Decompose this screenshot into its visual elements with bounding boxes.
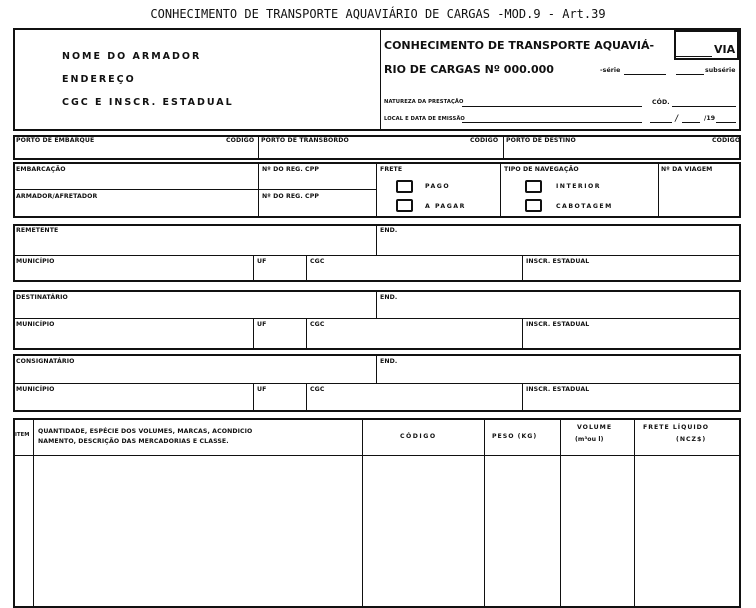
a-pagar-label: A PAGAR xyxy=(425,203,466,210)
remetente-end-label: END. xyxy=(380,227,398,234)
remetente-label: REMETENTE xyxy=(16,227,59,234)
description-header-line2: NAMENTO, DESCRIÇÃO DAS MERCADORIAS E CLASSE. xyxy=(38,438,229,445)
armador-cgc: CGC E INSCR. ESTADUAL xyxy=(62,97,234,108)
consignatario-end-label: END. xyxy=(380,358,398,365)
armador-name: NOME DO ARMADOR xyxy=(62,51,202,62)
codigo-label-2: CÓDIGO xyxy=(470,137,499,144)
codigo-label-1: CÓDIGO xyxy=(226,137,255,144)
consignatario-cgc-label: CGC xyxy=(310,386,325,393)
natureza-label: NATUREZA DA PRESTAÇÃO xyxy=(384,99,464,105)
destinatario-uf-label: UF xyxy=(257,321,267,328)
viagem-label: Nº DA VIAGEM xyxy=(661,166,713,173)
pago-label: PAGO xyxy=(425,183,451,190)
remetente-cgc-label: CGC xyxy=(310,258,325,265)
destinatario-label: DESTINATÁRIO xyxy=(16,294,68,301)
a-pagar-checkbox[interactable] xyxy=(396,199,413,212)
armador-afretador-label: ARMADOR/AFRETADOR xyxy=(16,193,98,200)
date-year: /19 xyxy=(704,115,716,122)
subserie-label: subsérie xyxy=(705,67,736,74)
frete-liquido-header-line1: FRETE LÍQUIDO xyxy=(643,424,710,431)
frete-label: FRETE xyxy=(380,166,403,173)
destinatario-end-label: END. xyxy=(380,294,398,301)
cabotagem-checkbox[interactable] xyxy=(525,199,542,212)
embarcacao-label: EMBARCAÇÃO xyxy=(16,166,66,173)
cargo-table xyxy=(13,418,741,608)
reg-cpp-label-2: Nº DO REG. CPP xyxy=(262,193,319,200)
destinatario-municipio-label: MUNICÍPIO xyxy=(16,321,55,328)
cabotagem-label: CABOTAGEM xyxy=(556,203,613,210)
item-header: ITEM xyxy=(15,432,30,438)
destinatario-cgc-label: CGC xyxy=(310,321,325,328)
volume-header-line2: (m³ou l) xyxy=(575,436,604,443)
remetente-block xyxy=(13,224,741,282)
porto-destino-label: PORTO DE DESTINO xyxy=(506,137,576,144)
cod-label: CÓD. xyxy=(652,99,670,106)
description-header-line1: QUANTIDADE, ESPÉCIE DOS VOLUMES, MARCAS, ACONDICIO xyxy=(38,428,253,435)
date-sep: / xyxy=(674,114,680,124)
interior-label: INTERIOR xyxy=(556,183,602,190)
interior-checkbox[interactable] xyxy=(525,180,542,193)
remetente-municipio-label: MUNICÍPIO xyxy=(16,258,55,265)
volume-header-line1: VOLUME xyxy=(577,424,613,431)
pago-checkbox[interactable] xyxy=(396,180,413,193)
doc-title-line1: CONHECIMENTO DE TRANSPORTE AQUAVIÁ- xyxy=(384,39,655,52)
consignatario-ie-label: INSCR. ESTADUAL xyxy=(526,386,590,393)
destinatario-block xyxy=(13,290,741,350)
remetente-uf-label: UF xyxy=(257,258,267,265)
doc-title-line2: RIO DE CARGAS Nº 000.000 xyxy=(384,63,554,76)
consignatario-uf-label: UF xyxy=(257,386,267,393)
consignatario-label: CONSIGNATÁRIO xyxy=(16,358,75,365)
frete-liquido-header-line2: (NCZ$) xyxy=(676,436,707,443)
tipo-navegacao-label: TIPO DE NAVEGAÇÃO xyxy=(504,166,579,173)
form-title: CONHECIMENTO DE TRANSPORTE AQUAVIÁRIO DE CARGAS -MOD.9 - Art.39 xyxy=(150,7,606,21)
armador-address: ENDEREÇO xyxy=(62,74,136,85)
via-label: VIA xyxy=(714,43,736,56)
transport-block xyxy=(13,162,741,218)
reg-cpp-label-1: Nº DO REG. CPP xyxy=(262,166,319,173)
consignatario-municipio-label: MUNICÍPIO xyxy=(16,386,55,393)
porto-transbordo-label: PORTO DE TRANSBORDO xyxy=(261,137,349,144)
porto-embarque-label: PORTO DE EMBARQUE xyxy=(16,137,95,144)
peso-header: PESO (KG) xyxy=(492,433,538,440)
codigo-label-3: CÓDIGO xyxy=(712,137,741,144)
remetente-ie-label: INSCR. ESTADUAL xyxy=(526,258,590,265)
local-data-label: LOCAL E DATA DE EMISSÃO xyxy=(384,116,465,122)
destinatario-ie-label: INSCR. ESTADUAL xyxy=(526,321,590,328)
ports-row xyxy=(13,135,741,160)
serie-label: -série xyxy=(600,67,621,74)
codigo-header: CÓDIGO xyxy=(400,433,437,440)
